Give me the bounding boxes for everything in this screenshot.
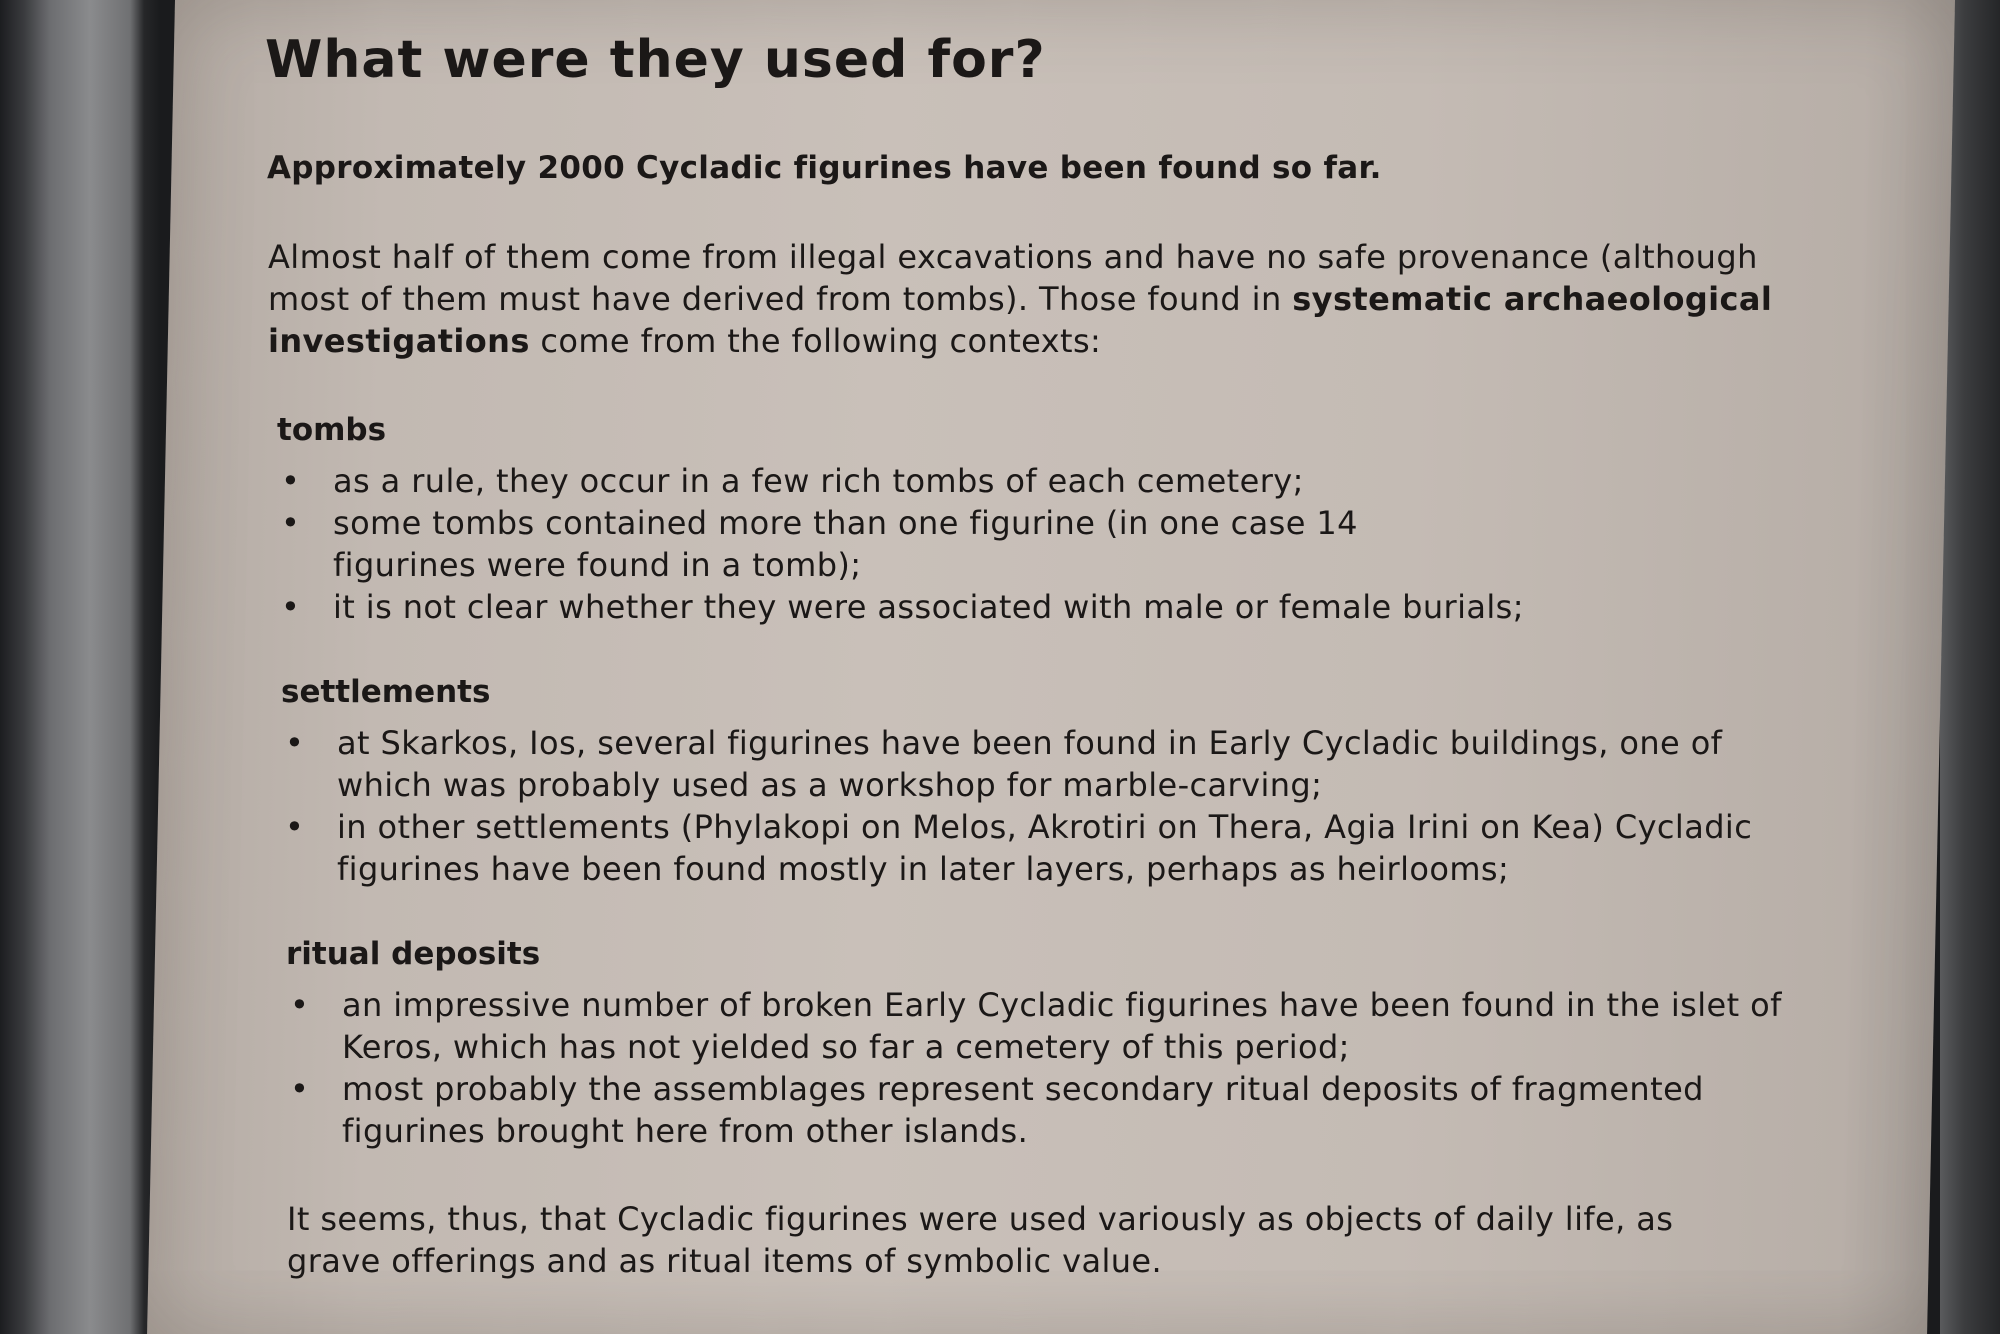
section-heading-tombs: tombs	[277, 412, 387, 448]
section-ritual-deposits	[280, 936, 1845, 1152]
section-heading-settlements: settlements	[281, 674, 491, 710]
intro-text-1: Almost half of them come from illegal excavations and have no safe provenance (although most of them must have derived from tombs). Those found in	[268, 238, 1758, 318]
bullet-dot-icon: •	[281, 462, 301, 500]
section-heading-ritual-deposits: ritual deposits	[286, 936, 541, 972]
list-item: • in other settlements (Phylakopi on Melos, Akrotiri on Thera, Agia Irini on Kea) Cycladic figurines have been found mostly in later layers, perhaps as heirlooms;	[285, 808, 1753, 888]
settlements-list	[275, 722, 1815, 890]
list-item: • some tombs contained more than one figurine (in one case 14 figurines were found in a tomb);	[281, 504, 1358, 584]
sign-closing: It seems, thus, that Cycladic figurines were used variously as objects of daily life, as grave offerings and as ritual items of symbolic value.	[287, 1200, 1674, 1280]
sign-lead: Approximately 2000 Cycladic figurines have been found so far.	[267, 150, 1382, 186]
sign-text-block	[265, 30, 1845, 1282]
intro-bold: systematic archaeological investigations	[268, 280, 1773, 360]
ritual-deposits-list	[280, 984, 1790, 1152]
section-settlements	[275, 674, 1845, 890]
sign-title: What were they used for?	[265, 30, 1046, 90]
list-item: • at Skarkos, Ios, several figurines have been found in Early Cycladic buildings, one of which was probably used as a workshop for marble-carving;	[285, 724, 1723, 804]
bullet-dot-icon: •	[281, 588, 301, 626]
section-tombs	[271, 412, 1845, 628]
bullet-dot-icon: •	[290, 1070, 310, 1108]
tombs-list	[271, 460, 1651, 628]
bullet-dot-icon: •	[285, 808, 305, 846]
list-item: • an impressive number of broken Early Cycladic figurines have been found in the islet of Keros, which has not yielded so far a cemetery of this period;	[290, 986, 1782, 1066]
intro-text-2: come from the following contexts:	[529, 322, 1102, 360]
list-item: • most probably the assemblages represent secondary ritual deposits of fragmented figurines brought here from other islands.	[290, 1070, 1704, 1150]
bullet-dot-icon: •	[285, 724, 305, 762]
bullet-dot-icon: •	[290, 986, 310, 1024]
list-item: • it is not clear whether they were associated with male or female burials;	[281, 588, 1524, 626]
bullet-dot-icon: •	[281, 504, 301, 542]
list-item: • as a rule, they occur in a few rich tombs of each cemetery;	[281, 462, 1304, 500]
sign-intro	[268, 236, 1808, 362]
